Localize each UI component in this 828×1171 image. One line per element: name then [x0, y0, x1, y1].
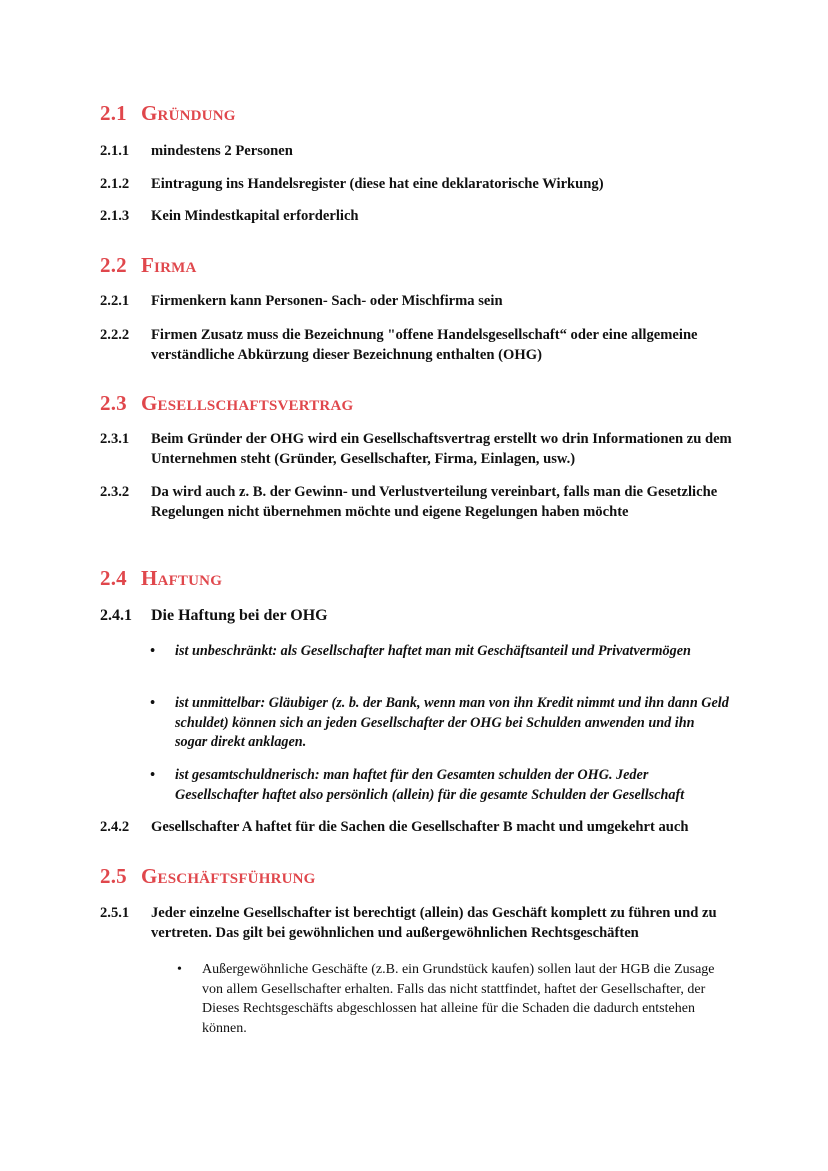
- list-item: 2.1.2 Eintragung ins Handelsregister (diese hat eine deklaratorische Wirkung): [100, 176, 604, 192]
- list-item: 2.5.1 Jeder einzelne Gesellschafter ist berechtigt (allein) das Geschäft komplett zu führen und zu vertreten. Das gilt bei gewöhnlichen und außergewöhnlichen Rechtsgeschäften: [100, 905, 717, 941]
- section-heading: 2.1 Gründung: [100, 101, 236, 125]
- bullet-icon: •: [177, 962, 182, 977]
- list-item: 2.2.2 Firmen Zusatz muss die Bezeichnung "offene Handelsgesellschaft“ oder eine allgemeine verständliche Abkürzung dieser Bezeichnung enthalten (OHG): [100, 327, 698, 363]
- bullet-item: • ist unbeschränkt: als Gesellschafter haftet man mit Geschäftsanteil und Privatvermögen: [150, 642, 730, 662]
- list-item: 2.3.2 Da wird auch z. B. der Gewinn- und Verlustverteilung vereinbart, falls man die Gesetzliche Regelungen nicht übernehmen möchte und eigene Regelungen haben möchte: [100, 484, 718, 520]
- section-heading: 2.3 Gesellschaftsvertrag: [100, 391, 354, 415]
- bullet-icon: •: [150, 643, 155, 659]
- bullet-icon: •: [150, 767, 155, 783]
- bullet-item: • Außergewöhnliche Geschäfte (z.B. ein Grundstück kaufen) sollen laut der HGB die Zusage von allem Gesellschafter erhalten. Falls das nicht stattfindet, haftet der Gesellschafter, der Dieses Rechtsgeschäfts abgeschlossen hat alleine für die Schaden die dadurch entstehen können.: [177, 962, 715, 1036]
- bullet-item: • ist gesamtschuldnerisch: man haftet für den Gesamten schulden der OHG. Jeder Gesellschafter haftet also persönlich (allein) für die gesamte Schulden der Gesellschaft: [150, 767, 685, 803]
- list-item: 2.3.1 Beim Gründer der OHG wird ein Gesellschaftsvertrag erstellt wo drin Informationen zu dem Unternehmen steht (Gründer, Gesellschafter, Firma, Einlagen, usw.): [100, 431, 732, 467]
- section-heading: 2.2 Firma: [100, 253, 197, 277]
- section-heading: 2.4 Haftung: [100, 566, 223, 590]
- bullet-item: • ist unmittelbar: Gläubiger (z. b. der Bank, wenn man von ihn Kredit nimmt und ihn dann Geld schuldet) können sich an jeden Gesellschafter der OHG bei Schulden anwenden und ihn sogar direkt anklagen.: [150, 695, 729, 750]
- list-item: 2.4.1 Die Haftung bei der OHG: [100, 607, 328, 624]
- bullet-icon: •: [150, 695, 155, 711]
- list-item: 2.1.1 mindestens 2 Personen: [100, 143, 293, 159]
- list-item: 2.1.3 Kein Mindestkapital erforderlich: [100, 208, 359, 224]
- list-item: 2.4.2 Gesellschafter A haftet für die Sachen die Gesellschafter B macht und umgekehrt auch: [100, 819, 689, 835]
- list-item: 2.2.1 Firmenkern kann Personen- Sach- oder Mischfirma sein: [100, 293, 503, 309]
- section-heading: 2.5 Geschäftsführung: [100, 864, 316, 888]
